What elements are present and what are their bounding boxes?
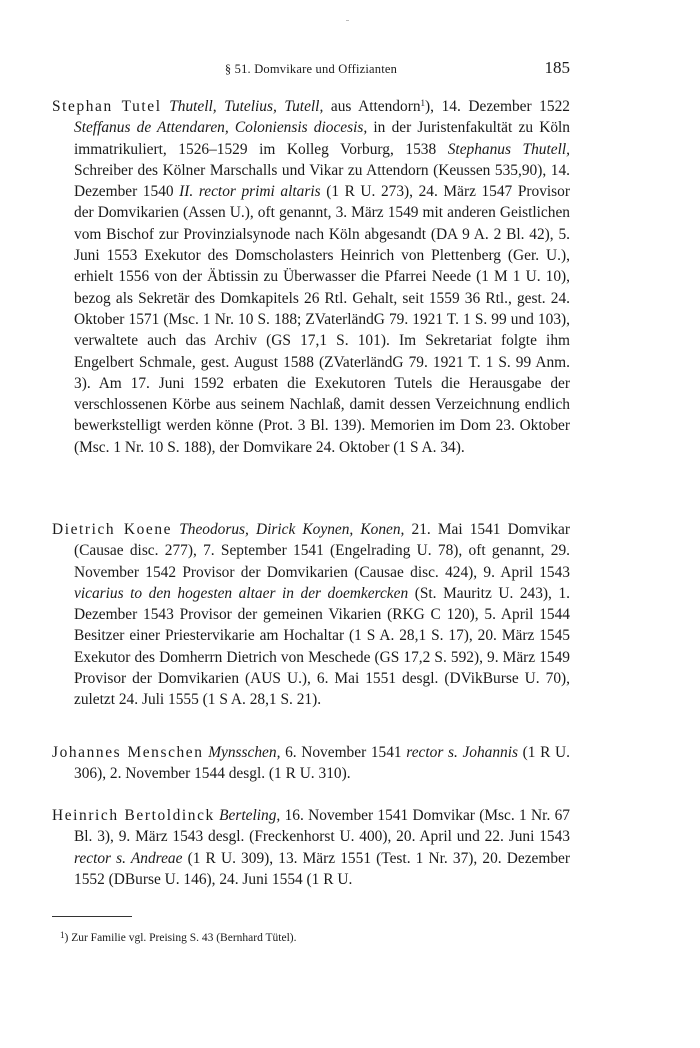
footnote-text: ) Zur Familie vgl. Preising S. 43 (Bernhard Tütel). [64, 932, 297, 944]
entry-text [52, 805, 570, 890]
italic-text: Mynsschen, [208, 744, 281, 761]
italic-text: rector s. Johannis [406, 744, 519, 761]
entry-text [52, 519, 570, 711]
footnote-reference: 1 [420, 98, 426, 108]
footnote-marker: 1 [60, 930, 65, 940]
body-text: (1 R U. 306), 2. November 1544 desgl. (1 R U. 310). [74, 744, 571, 783]
entry-dietrich-koene [52, 519, 570, 711]
body-text: aus Attendorn [323, 98, 421, 115]
entry-heinrich-bertoldinck [52, 805, 570, 890]
italic-text: II. rector primi altaris [179, 183, 321, 201]
entry-name: Stephan Tutel [52, 98, 162, 115]
italic-text: Berteling, [219, 807, 281, 824]
footnote-divider [52, 916, 132, 917]
body-text: 6. November 1541 [280, 744, 407, 761]
italic-text: Steffanus de Attendaren, Coloniensis diocesis, [74, 119, 368, 137]
body-text: ), 14. Dezember 1522 [425, 98, 570, 115]
scan-mark [346, 20, 349, 21]
body-text: (St. Mauritz U. 243), 1. Dezember 1543 Provisor der gemeinen Vikarien (RKG C 120), 5. April 1544 Besitzer einer Priestervikarie am Hochaltar (1 S A. 28,1 S. 17), 20. März 1545 Exekutor des Domherrn Dietrich von Meschede (GS 17,2 S. 592), 9. März 1549 Provisor der Domvikarien (AUS U.), 6. Mai 1551 desgl. (DVikBurse U. 70), zuletzt 24. Juli 1555 (1 S A. 28,1 S. 21). [74, 584, 570, 709]
italic-text: vicarius to den hogesten altaer in der doemkercken [74, 584, 409, 602]
entry-name: Johannes Menschen [52, 744, 204, 761]
entry-text [52, 742, 570, 785]
body-text: 21. Mai 1541 Domvikar (Causae disc. 277), 7. September 1541 (Engelrading U. 78), oft genannt, 29. November 1542 Provisor der Domvikarien (Causae disc. 424), 9. April 1543 [74, 521, 571, 581]
body-text: 16. November 1541 Domvikar (Msc. 1 Nr. 67 Bl. 3), 9. März 1543 desgl. (Freckenhorst U. 400), 20. April und 22. Juni 1543 [74, 807, 570, 846]
entry-text [52, 96, 570, 458]
body-text: Schreiber des Kölner Marschalls und Vikar zu Attendorn (Keussen 535,90), 14. Dezember 1540 [74, 161, 570, 201]
page-number: 185 [544, 58, 570, 77]
body-text: (1 R U. 309), 13. März 1551 (Test. 1 Nr. 37), 20. Dezember 1552 (DBurse U. 146), 24. Juni 1554 (1 R U. [74, 849, 570, 888]
footnote [60, 930, 297, 944]
italic-text: Theodorus, Dirick Koynen, Konen, [179, 521, 405, 538]
entry-name: Dietrich Koene [52, 521, 173, 538]
entry-name: Heinrich Bertoldinck [52, 807, 215, 824]
body-text: (1 R U. 273), 24. März 1547 Provisor der Domvikarien (Assen U.), oft genannt, 3. März 1549 mit anderen Geistlichen vom Bischof zur Provinzialsynode nach Köln abgesandt (DA 9 A. 2 Bl. 42), 5. Juni 1553 Exekutor des Domscholasters Heinrich von Plettenberg (Ger. U.), erhielt 1556 von der Äbtissin zu Überwasser die Pfarrei Neede (1 M 1 U. 10), bezog als Sekretär des Domkapitels 26 Rtl. Gehalt, seit 1559 36 Rtl., gest. 24. Oktober 1571 (Msc. 1 Nr. 10 S. 188; ZVaterländG 79. 1921 T. 1 S. 99 und 103), verwaltete auch das Archiv (GS 17,1 S. 101). Im Sekretariat folgte ihm Engelbert Schmale, gest. August 1588 (ZVaterländG 79. 1921 T. 1 S. 99 Anm. 3). Am 17. Juni 1592 erbaten die Exekutoren Tutels die Herausgabe der verschlossenen Körbe aus seinem Nachlaß, damit dessen Verzeichnung endlich bewerkstelligt werden könne (Prot. 3 Bl. 139). Memorien im Dom 23. Oktober (Msc. 1 Nr. 10 S. 188), der Domvikare 24. Oktober (1 S A. 34). [74, 183, 570, 456]
italic-text: Stephanus Thutell, [447, 140, 570, 158]
running-head: § 51. Domvikare und Offizianten [224, 62, 398, 76]
entry-stephan-tutel [52, 96, 570, 458]
entry-johannes-menschen [52, 742, 570, 785]
italic-text: rector s. Andreae [74, 849, 183, 867]
body-text: in der Juristenfakultät zu Köln immatrikuliert, 1526–1529 im Kolleg Vorburg, 1538 [74, 119, 570, 158]
page-header [52, 58, 570, 82]
italic-text: Thutell, Tutelius, Tutell, [169, 98, 324, 115]
